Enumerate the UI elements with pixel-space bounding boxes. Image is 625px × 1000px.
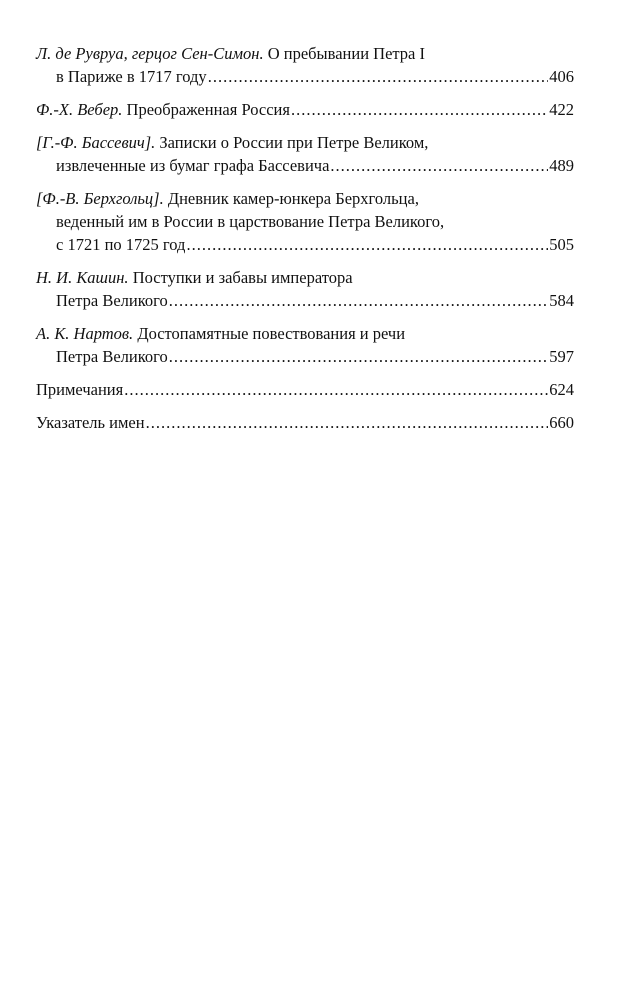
- toc-entry-last-line: [36, 345, 574, 368]
- toc-entry-first-line: [36, 131, 574, 154]
- toc-entry[interactable]: [36, 131, 574, 177]
- toc-entry-page: 660: [549, 413, 574, 432]
- toc-entry-author: А. К. Нартов.: [36, 324, 134, 343]
- toc-entry-author: [Ф.-В. Берхгольц].: [36, 189, 164, 208]
- toc-entry-title: Указатель имен: [36, 413, 145, 432]
- toc-entry[interactable]: [36, 42, 574, 88]
- toc-entry-page: 489: [549, 156, 574, 175]
- toc-entry-title: Преображенная Россия: [126, 100, 290, 119]
- toc-entry-last-line: [36, 65, 574, 88]
- dot-leader: [146, 411, 549, 434]
- dot-leader: [186, 233, 548, 256]
- toc-entry-author: [Г.-Ф. Бассевич].: [36, 133, 156, 152]
- dot-leader: [208, 65, 549, 88]
- toc-entry-title-continued: извлеченные из бумаг графа Бассевича: [56, 156, 330, 175]
- toc-entry-author: Ф.-Х. Вебер.: [36, 100, 123, 119]
- toc-entry-page: 624: [549, 380, 574, 399]
- toc-entry-last-line: [36, 233, 574, 256]
- toc-entry[interactable]: [36, 266, 574, 312]
- dot-leader: [330, 154, 548, 177]
- toc-entry-first-line: [36, 98, 290, 121]
- toc-entry-page: 406: [549, 67, 574, 86]
- toc-entry-author: Н. И. Кашин.: [36, 268, 129, 287]
- toc-entry-first-line: [36, 322, 574, 345]
- toc-entry-title: Достопамятные повествования и речи: [137, 324, 406, 343]
- toc-entry-last-line: [36, 289, 574, 312]
- toc-entry[interactable]: [36, 187, 574, 256]
- toc-entry[interactable]: [36, 322, 574, 368]
- toc-entry-last-line: [36, 411, 574, 434]
- toc-entry-last-line: [36, 154, 574, 177]
- toc-entry-title-continued: веденный им в России в царствование Петра Великого,: [56, 212, 445, 231]
- toc-entry-last-line: [36, 378, 574, 401]
- toc-entry-first-line: [36, 42, 574, 65]
- toc-entry-title: Поступки и забавы императора: [132, 268, 353, 287]
- toc-entry-last-line: [36, 98, 574, 121]
- toc-entry-page: 422: [549, 100, 574, 119]
- toc-entry-first-line: [36, 266, 574, 289]
- toc-entry-title: О пребывании Петра I: [267, 44, 426, 63]
- toc-entry-title: Записки о России при Петре Великом,: [159, 133, 429, 152]
- dot-leader: [169, 289, 548, 312]
- toc-entry[interactable]: [36, 378, 574, 401]
- table-of-contents: [36, 42, 574, 444]
- toc-entry-page: 505: [549, 235, 574, 254]
- toc-entry-author: Л. де Рувруа, герцог Сен-Симон.: [36, 44, 264, 63]
- toc-entry[interactable]: [36, 411, 574, 434]
- toc-entry-title-continued: с 1721 по 1725 год: [56, 235, 186, 254]
- toc-entry-page: 584: [549, 291, 574, 310]
- toc-entry[interactable]: [36, 98, 574, 121]
- toc-entry-first-line: [36, 187, 574, 210]
- dot-leader: [169, 345, 548, 368]
- toc-entry-title-continued: Петра Великого: [56, 291, 168, 310]
- toc-entry-title: Примечания: [36, 380, 124, 399]
- toc-entry-title-continued: в Париже в 1717 году: [56, 67, 207, 86]
- toc-entry-page: 597: [549, 347, 574, 366]
- dot-leader: [124, 378, 548, 401]
- toc-entry-title-continued: Петра Великого: [56, 347, 168, 366]
- toc-entry-title: Дневник камер-юнкера Берхгольца,: [167, 189, 419, 208]
- dot-leader: [291, 98, 548, 121]
